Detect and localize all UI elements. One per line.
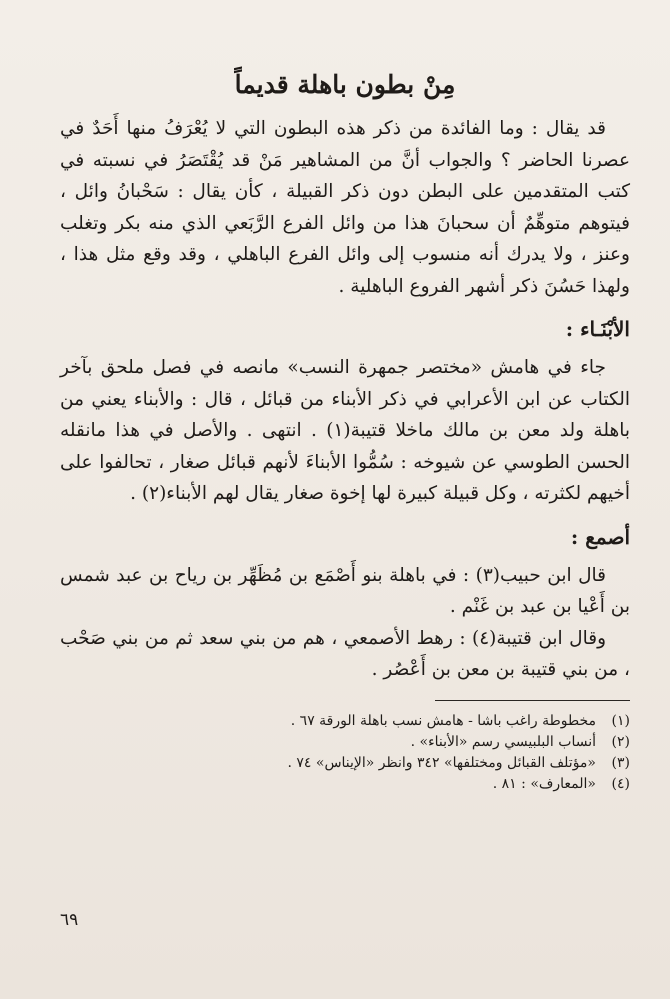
footnote-divider xyxy=(435,700,630,701)
footnote-text: «المعارف» : ٨١ . xyxy=(492,775,596,792)
footnote-text: أنساب البلبيسي رسم «الأبناء» . xyxy=(410,733,596,750)
footnote-number: (١) xyxy=(611,712,630,729)
footnote-item xyxy=(60,753,630,774)
section-heading-abna: الأبْنَـاء : xyxy=(565,317,630,341)
page-title: مِنْ بطون باهلة قديماً xyxy=(234,70,456,99)
intro-paragraph: قد يقال : وما الفائدة من ذكر هذه البطون التي لا يُعْرَفُ منها أَحَدٌ في عصرنا الحاضر ؟ والجواب أنَّ من المشاهير مَنْ قد يُقْتَصَرُ في نسبته في كتب المتقدمين على البطن دون ذكر القبيلة ، كأن يقال : سَحْبانُ وائل ، فيتوهم متوهِّمٌ أن سحبانَ هذا من وائل الفرع الرَّبَعي الذي منه بكر وتغلب وعنز ، ولا يدرك أنه منسوب إلى وائل الفرع الباهلي ، وقد وقع مثل هذا ، ولهذا حَسُنَ ذكر أشهر الفروع الباهلية . xyxy=(60,118,630,297)
footnote-text: «مؤتلف القبائل ومختلفها» ٣٤٢ وانظر «الإيناس» ٧٤ . xyxy=(287,754,596,771)
page-content xyxy=(60,70,630,795)
footnote-item xyxy=(60,774,630,795)
section-text-asma-2: وقال ابن قتيبة(٤) : رهط الأصمعي ، هم من بني سعد ثم من بني صَحْب ، من بني قتيبة بن معن بن أَعْصُر . xyxy=(60,627,630,680)
page-number: ٦٩ xyxy=(60,910,79,930)
footnote-item xyxy=(60,732,630,753)
footnote-number: (٤) xyxy=(611,775,630,792)
footnote-number: (٣) xyxy=(611,754,630,771)
footnote-text: مخطوطة راغب باشا - هامش نسب باهلة الورقة ٦٧ . xyxy=(290,712,596,729)
section-text-asma-1: قال ابن حبيب(٣) : في باهلة بنو أَصْمَع بن مُظَهِّر بن رياح بن عبد شمس بن أَعْيا بن عبد بن غَنْم . xyxy=(60,564,630,617)
section-text-abna: جاء في هامش «مختصر جمهرة النسب» مانصه في فصل ملحق بآخر الكتاب عن ابن الأعرابي في ذكر الأبناء من قبائل ، قال : والأبناء يعني من باهلة ولد معن بن مالك ماخلا قتيبة(١) . انتهى . والأصل في هذا مانقله الحسن الطوسي عن شيوخه : سُمُّوا الأبناءَ لأنهم قبائل صغار ، تحالفوا على أخيهم لكثرته ، وكل قبيلة كبيرة لها إخوة صغار يقال لهم الأبناء(٢) . xyxy=(60,357,630,504)
footnote-item xyxy=(60,711,630,732)
footnotes xyxy=(60,711,630,795)
footnote-number: (٢) xyxy=(611,733,630,750)
section-heading-asma: أصمع : xyxy=(570,524,630,549)
